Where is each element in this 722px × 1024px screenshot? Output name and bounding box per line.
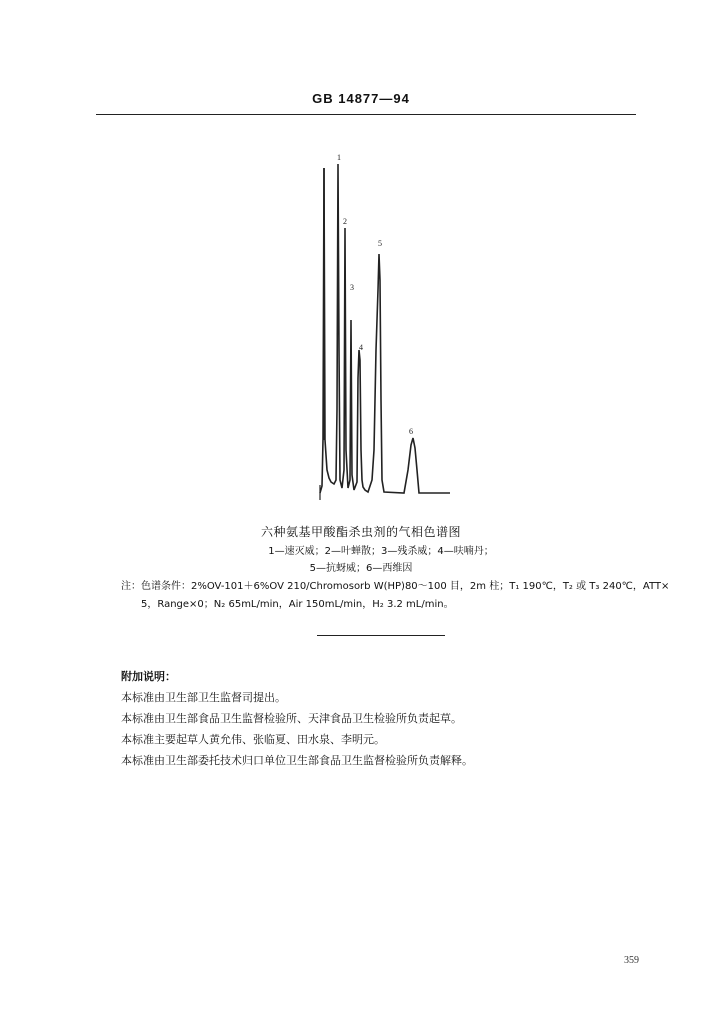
figure-legend-line-1: 1—速灭威；2—叶蝉散；3—残杀威；4—呋喃丹；	[268, 546, 494, 557]
appendix-section	[121, 666, 473, 771]
peak-label-3: 3	[350, 283, 354, 292]
chromatogram-trace	[320, 164, 450, 493]
figure-note-line-1: 注：色谱条件：2%OV-101＋6%OV 210/Chromosorb W(HP)80～100 目，2m 柱；T₁ 190℃，T₂ 或 T₃ 240℃，ATT×	[121, 581, 670, 592]
peak-label-6: 6	[409, 427, 413, 436]
appendix-line: 本标准主要起草人黄允伟、张临夏、田水泉、李明元。	[121, 733, 385, 746]
appendix-title: 附加说明：	[121, 670, 176, 683]
appendix-line: 本标准由卫生部卫生监督司提出。	[121, 691, 286, 704]
peak-label-2: 2	[343, 217, 347, 226]
peak-label-4: 4	[359, 343, 363, 352]
section-divider	[317, 635, 445, 636]
page-number: 359	[624, 955, 639, 966]
peak-label-1: 1	[337, 153, 341, 162]
header-rule	[96, 114, 636, 115]
appendix-line: 本标准由卫生部食品卫生监督检验所、天津食品卫生检验所负责起草。	[121, 712, 462, 725]
peak-label-5: 5	[378, 239, 382, 248]
figure-note-line-2: 5，Range×0；N₂ 65mL/min，Air 150mL/min，H₂ 3.2 mL/min。	[141, 599, 454, 610]
standard-code-header: GB 14877—94	[312, 91, 410, 106]
gas-chromatogram	[300, 150, 470, 510]
figure-title: 六种氨基甲酸酯杀虫剂的气相色谱图	[260, 525, 461, 539]
figure-legend-line-2: 5—抗蚜威；6—西维因	[309, 563, 413, 574]
appendix-line: 本标准由卫生部委托技术归口单位卫生部食品卫生监督检验所负责解释。	[121, 754, 473, 767]
